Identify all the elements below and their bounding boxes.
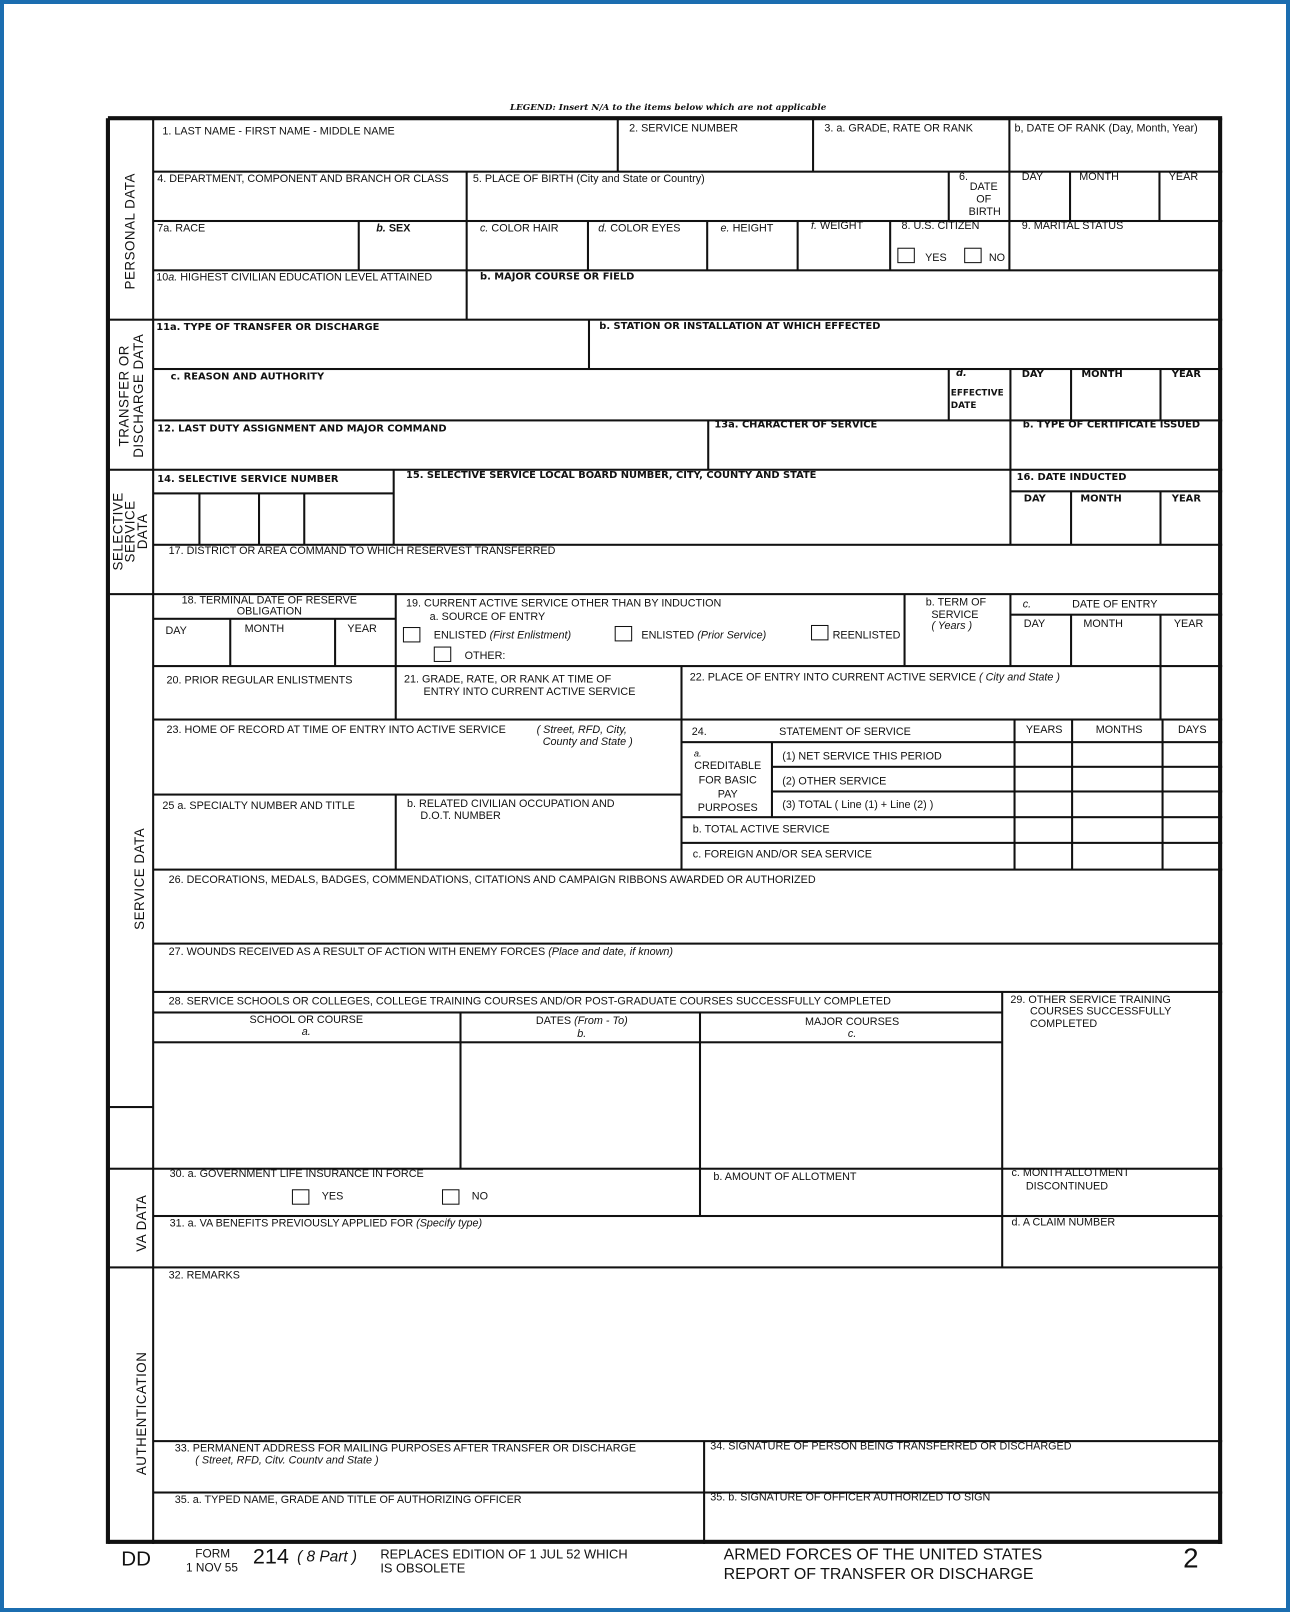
insurance-no-checkbox[interactable]: [442, 1189, 459, 1204]
form-rule: [1010, 420, 1012, 469]
form-rule: [153, 493, 394, 495]
section-authentication: AUTHENTICATION: [133, 1351, 150, 1476]
section-selective-line2: SERVICE: [122, 500, 138, 563]
label-signature-person: 34. SIGNATURE OF PERSON BEING TRANSFERRED OR DISCHARGED: [710, 1440, 1072, 1453]
label-sex: [376, 222, 410, 234]
label-race: 7a. RACE: [157, 222, 206, 235]
form-rule: [108, 1106, 153, 1108]
label-terminal-date-2: OBLIGATION: [236, 605, 302, 618]
label-enlisted-first: [434, 629, 571, 641]
insurance-yes-checkbox[interactable]: [292, 1189, 309, 1204]
form-rule: [358, 221, 360, 270]
label-decorations: 26. DECORATIONS, MEDALS, BADGES, COMMENDATIONS, CITATIONS AND CAMPAIGN RIBBONS AWARDED OR AUTHORIZED: [168, 873, 816, 887]
label-creditable-2: FOR BASIC: [698, 774, 757, 787]
label-eff-day: DAY: [1021, 369, 1044, 381]
form-rule: [1001, 992, 1003, 1169]
form-rule: [681, 842, 1222, 844]
label-ind-year: YEAR: [1171, 493, 1201, 505]
label-va-benefits: [170, 1217, 483, 1229]
form-rule: [1162, 720, 1164, 870]
label-entry-day: DAY: [1023, 617, 1046, 631]
label-wounds: [169, 946, 673, 958]
label-color-eyes: [598, 222, 680, 234]
label-source-of-entry: a. SOURCE OF ENTRY: [429, 610, 546, 623]
text: DATES: [535, 1014, 572, 1027]
form-rule: [1160, 491, 1162, 544]
label-insurance-no: NO: [471, 1190, 488, 1203]
label-service-schools: 28. SERVICE SCHOOLS OR COLLEGES, COLLEGE TRAINING COURSES AND/OR POST-GRADUATE COURSES SUCCESSFULLY COMPLETED: [168, 995, 891, 1008]
footer-copy-number: 2: [1183, 1542, 1199, 1574]
form-rule: [948, 172, 950, 221]
label-permanent-address: 33. PERMANENT ADDRESS FOR MAILING PURPOSES AFTER TRANSFER OR DISCHARGE: [174, 1442, 637, 1455]
letter: a.: [168, 271, 178, 284]
form-rule: [1010, 491, 1222, 493]
label-selective-number: 14. SELECTIVE SERVICE NUMBER: [157, 473, 339, 486]
label-local-board: 15. SELECTIVE SERVICE LOCAL BOARD NUMBER, CITY, COUNTY AND STATE: [406, 469, 817, 482]
hint: (First Enlistment): [489, 629, 572, 642]
form-rule: [466, 172, 468, 221]
hint: ( City and State ): [979, 671, 1061, 684]
form-rule: [904, 594, 906, 666]
row-other-service: (2) OTHER SERVICE: [782, 775, 887, 788]
col-school: SCHOOL OR COURSE: [249, 1013, 364, 1026]
form-rule: [395, 594, 397, 666]
label-dob-number: 6.: [959, 170, 969, 183]
form-rule: [199, 493, 201, 544]
form-rule: [152, 118, 154, 1544]
form-rule: [681, 666, 683, 719]
label-other: OTHER:: [464, 649, 506, 662]
label-term-day: DAY: [165, 624, 187, 638]
label-character-of-service: 13a. CHARACTER OF SERVICE: [714, 419, 878, 431]
label-claim-number: d. A CLAIM NUMBER: [1011, 1216, 1116, 1229]
form-rule: [797, 221, 799, 270]
form-rule: [588, 320, 590, 369]
form-rule: [1001, 1169, 1003, 1268]
footer-date: 1 NOV 55: [186, 1562, 238, 1575]
text: 31. a. VA BENEFITS PREVIOUSLY APPLIED FOR: [169, 1217, 414, 1230]
label-life-insurance: 30. a. GOVERNMENT LIFE INSURANCE IN FORCE: [169, 1167, 424, 1181]
label-home-hint-1: ( Street, RFD, City,: [536, 723, 627, 736]
form-rule: [460, 1012, 462, 1168]
text: HIGHEST CIVILIAN EDUCATION LEVEL ATTAINED: [180, 271, 433, 284]
section-transfer-line1: TRANSFER OR: [116, 345, 132, 447]
label-specialty: 25 a. SPECIALTY NUMBER AND TITLE: [162, 799, 355, 813]
form-rule: [812, 118, 814, 171]
footer-parts: ( 8 Part ): [297, 1548, 358, 1566]
label-date-inducted: 16. DATE INDUCTED: [1016, 471, 1127, 484]
label-grade-at-entry-2: ENTRY INTO CURRENT ACTIVE SERVICE: [423, 685, 636, 698]
label-date-of-entry: DATE OF ENTRY: [1072, 598, 1158, 611]
label-entry-month: MONTH: [1083, 617, 1123, 631]
label-grade: 3. a. GRADE, RATE OR RANK: [824, 122, 973, 135]
letter: c.: [480, 222, 489, 235]
form-rule: [1009, 221, 1011, 270]
label-dob-2: OF: [976, 193, 992, 206]
legend: LEGEND: Insert N/A to the items below which are not applicable: [509, 102, 827, 114]
label-department: 4. DEPARTMENT, COMPONENT AND BRANCH OR CLASS: [157, 172, 449, 186]
footer-replaces-1: REPLACES EDITION OF 1 JUL 52 WHICH: [380, 1546, 628, 1562]
form-rule: [1071, 720, 1073, 870]
hint: (From - To): [574, 1014, 628, 1027]
label-home-hint-2: County and State ): [542, 735, 633, 749]
form-rule: [1009, 172, 1011, 221]
label-district: 17. DISTRICT OR AREA COMMAND TO WHICH RESERVEST TRANSFERRED: [168, 544, 556, 558]
section-va-data: VA DATA: [133, 1194, 150, 1252]
label-major-course: b. MAJOR COURSE OR FIELD: [480, 271, 635, 283]
label-grade-at-entry-1: 21. GRADE, RATE, OR RANK AT TIME OF: [403, 673, 612, 686]
col-days: DAYS: [1177, 723, 1207, 736]
label-effective-2: DATE: [950, 400, 977, 412]
section-selective-line1: SELECTIVE: [109, 492, 126, 571]
label-creditable-4: PURPOSES: [697, 801, 758, 815]
form-rule: [1010, 470, 1012, 545]
label-civilian-occupation-1: b. RELATED CIVILIAN OCCUPATION AND: [407, 797, 615, 810]
label-dob-month: MONTH: [1079, 170, 1119, 183]
label-other-training-2: COURSES SUCCESSFULLY: [1029, 1005, 1172, 1018]
label-allotment-amount: b. AMOUNT OF ALLOTMENT: [713, 1170, 857, 1184]
form-rule: [617, 118, 619, 171]
label-ind-month: MONTH: [1080, 493, 1122, 505]
form-rule: [1070, 369, 1072, 420]
label-reason: c. REASON AND AUTHORITY: [170, 371, 325, 383]
form-rule: [587, 221, 589, 270]
form-rule: [108, 116, 1222, 120]
label-service-number: 2. SERVICE NUMBER: [629, 122, 739, 135]
enlisted-first-checkbox[interactable]: [403, 627, 420, 642]
citizen-yes-checkbox[interactable]: [897, 248, 914, 263]
form-rule: [1069, 172, 1071, 221]
citizen-no-checkbox[interactable]: [964, 248, 981, 263]
label-current-active-service: 19. CURRENT ACTIVE SERVICE OTHER THAN BY INDUCTION: [406, 597, 722, 610]
enlisted-prior-checkbox[interactable]: [615, 626, 632, 641]
col-major-courses: MAJOR COURSES: [805, 1015, 900, 1028]
form-rule: [699, 1012, 701, 1168]
footer-form-number: 214: [252, 1544, 289, 1569]
text: WEIGHT: [820, 219, 864, 233]
label-civilian-occupation-2: D.O.T. NUMBER: [420, 809, 501, 823]
text: 22. PLACE OF ENTRY INTO CURRENT ACTIVE SERVICE: [689, 671, 977, 684]
row-total: (3) TOTAL ( Line (1) + Line (2) ): [782, 798, 934, 812]
text: COLOR EYES: [610, 222, 681, 235]
footer-form: FORM: [195, 1548, 231, 1561]
label-permanent-address-hint: ( Street, RFD, Citv. Countv and State ): [195, 1454, 379, 1467]
form-rule: [108, 1540, 1222, 1544]
label-place-of-entry: [690, 671, 1060, 683]
form-rule: [153, 665, 1222, 667]
label-other-training-3: COMPLETED: [1029, 1017, 1098, 1030]
label-citizen-yes: YES: [925, 251, 947, 265]
footer-title-2: REPORT OF TRANSFER OR DISCHARGE: [723, 1565, 1034, 1583]
section-personal-data: PERSONAL DATA: [122, 173, 138, 290]
other-checkbox[interactable]: [434, 647, 451, 662]
label-entry-year: YEAR: [1173, 617, 1204, 631]
letter: d.: [598, 222, 608, 235]
form-rule: [681, 816, 1222, 818]
letter: b.: [376, 222, 386, 235]
num: 10: [156, 271, 169, 284]
form-rule: [706, 221, 708, 270]
form-rule: [1010, 369, 1012, 420]
row-net-service: (1) NET SERVICE THIS PERIOD: [782, 750, 942, 763]
form-rule: [699, 1169, 701, 1216]
section-selective-line3: DATA: [134, 513, 151, 550]
label-term-year: YEAR: [347, 622, 377, 636]
label-effective-letter: d.: [955, 367, 967, 380]
form-rule: [889, 221, 891, 270]
col-school-letter: a.: [301, 1025, 311, 1039]
hint: (Specify type): [416, 1217, 483, 1230]
label-dob-day: DAY: [1021, 170, 1044, 183]
label-us-citizen: 8. U.S. CITIZEN: [901, 219, 980, 233]
col-dates-letter: b.: [577, 1027, 587, 1041]
form-rule: [153, 794, 681, 796]
label-statement-number: 24.: [691, 725, 707, 739]
label-marital-status: 9. MARITAL STATUS: [1021, 219, 1124, 233]
section-service-data: SERVICE DATA: [131, 827, 147, 930]
text: COLOR HAIR: [491, 222, 559, 235]
form-rule: [153, 618, 396, 620]
form-rule: [108, 1266, 1222, 1268]
form-rule: [1159, 172, 1161, 221]
form-rule: [395, 666, 397, 719]
label-remarks: 32. REMARKS: [168, 1269, 240, 1282]
label-last-duty: 12. LAST DUTY ASSIGNMENT AND MAJOR COMMAND: [157, 423, 447, 435]
label-dob-1: DATE: [969, 180, 998, 194]
col-years: YEARS: [1025, 723, 1063, 736]
label-date-of-entry-letter: c.: [1022, 598, 1032, 611]
label-dob-year: YEAR: [1168, 170, 1199, 183]
form-rule: [466, 221, 468, 270]
form-rule: [681, 741, 1222, 743]
label-term-of-service-3: ( Years ): [931, 619, 973, 633]
label-allotment-month-1: c. MONTH ALLOTMENT: [1011, 1166, 1130, 1180]
label-creditable-letter: a.: [693, 748, 702, 759]
label-statement-of-service: STATEMENT OF SERVICE: [779, 725, 911, 739]
label-dob-3: BIRTH: [968, 205, 1001, 218]
col-major-letter: c.: [847, 1027, 857, 1041]
col-months: MONTHS: [1095, 723, 1143, 736]
label-terminal-date-1: 18. TERMINAL DATE OF RESERVE: [181, 594, 357, 607]
text: 27. WOUNDS RECEIVED AS A RESULT OF ACTION WITH ENEMY FORCES: [168, 945, 546, 959]
label-citizen-no: NO: [988, 251, 1006, 265]
form-rule: [1160, 369, 1162, 420]
label-term-of-service-1: b. TERM OF: [925, 596, 987, 609]
label-other-training-1: 29. OTHER SERVICE TRAINING: [1010, 993, 1171, 1007]
form-rule: [393, 470, 395, 545]
form-rule: [707, 420, 709, 469]
row-foreign-sea-service: c. FOREIGN AND/OR SEA SERVICE: [692, 848, 872, 861]
label-typed-name-officer: 35. a. TYPED NAME, GRADE AND TITLE OF AUTHORIZING OFFICER: [174, 1493, 522, 1506]
form-rule: [153, 869, 1222, 871]
form-rule: [1070, 491, 1072, 544]
label-term-of-service-2: SERVICE: [931, 608, 979, 621]
form-rule: [303, 493, 305, 544]
form-rule: [153, 368, 1222, 370]
form-rule: [1010, 614, 1222, 616]
form-rule: [771, 742, 773, 817]
label-creditable-1: CREDITABLE: [694, 759, 762, 772]
label-last-name: 1. LAST NAME - FIRST NAME - MIDDLE NAME: [162, 125, 395, 138]
form-rule: [258, 493, 260, 544]
section-transfer-line2: DISCHARGE DATA: [130, 333, 146, 458]
label-color-hair: [480, 222, 559, 234]
label-ind-day: DAY: [1023, 493, 1046, 505]
hint: (Place and date, if known): [548, 945, 674, 959]
label-certificate-type: b. TYPE OF CERTIFICATE ISSUED: [1022, 419, 1201, 431]
label-place-of-birth: 5. PLACE OF BIRTH (City and State or Country): [472, 172, 705, 186]
form-rule: [1010, 594, 1012, 666]
label-home-of-record: 23. HOME OF RECORD AT TIME OF ENTRY INTO ACTIVE SERVICE: [166, 723, 506, 736]
form-rule: [1160, 615, 1162, 666]
form-rule: [334, 619, 336, 666]
footer-title-1: ARMED FORCES OF THE UNITED STATES: [723, 1545, 1043, 1564]
label-eff-year: YEAR: [1171, 369, 1201, 381]
label-enlisted-prior: [641, 629, 766, 641]
footer-replaces-2: IS OBSOLETE: [380, 1561, 466, 1576]
reenlisted-checkbox[interactable]: [811, 625, 828, 640]
label-weight: [811, 220, 863, 232]
row-total-active-service: b. TOTAL ACTIVE SERVICE: [692, 823, 830, 836]
letter: f.: [811, 219, 818, 233]
label-reenlisted: REENLISTED: [832, 629, 901, 642]
label-date-of-rank: b, DATE OF RANK (Day, Month, Year): [1014, 122, 1198, 135]
label-education: [156, 271, 432, 283]
hint: (Prior Service): [697, 629, 767, 642]
label-effective-1: EFFECTIVE: [950, 388, 1004, 399]
text: SEX: [388, 222, 411, 235]
form-rule: [772, 791, 1222, 793]
label-signature-officer: 35. b. SIGNATURE OF OFFICER AUTHORIZED TO SIGN: [710, 1491, 991, 1504]
form-rule: [1070, 615, 1072, 666]
form-rule: [1014, 720, 1016, 870]
form-rule: [106, 118, 110, 1544]
form-rule: [153, 1041, 1002, 1043]
form-rule: [1009, 118, 1011, 171]
label-station: b. STATION OR INSTALLATION AT WHICH EFFECTED: [599, 320, 881, 333]
text: ENLISTED: [433, 629, 487, 642]
footer-dd: DD: [121, 1548, 151, 1571]
label-creditable-3: PAY: [717, 788, 738, 801]
form-rule: [153, 719, 1222, 721]
form-rule: [229, 619, 231, 666]
label-prior-enlistments: 20. PRIOR REGULAR ENLISTMENTS: [166, 674, 353, 687]
label-type-of-transfer: 11a. TYPE OF TRANSFER OR DISCHARGE: [156, 321, 380, 334]
form-rule: [772, 766, 1222, 768]
label-allotment-month-2: DISCONTINUED: [1025, 1180, 1108, 1193]
label-term-month: MONTH: [244, 622, 285, 636]
label-height: [721, 222, 774, 234]
label-eff-month: MONTH: [1081, 369, 1123, 381]
form-rule: [153, 943, 1222, 945]
text: ENLISTED: [641, 629, 695, 642]
text: HEIGHT: [732, 222, 774, 235]
form-rule: [948, 369, 950, 420]
form-rule: [1160, 666, 1162, 719]
form-rule: [395, 795, 397, 870]
label-insurance-yes: YES: [321, 1190, 344, 1203]
form-rule: [1218, 118, 1222, 1544]
form-rule: [153, 991, 1222, 993]
col-dates: [536, 1015, 628, 1027]
letter: e.: [720, 222, 730, 235]
form-rule: [466, 270, 468, 319]
